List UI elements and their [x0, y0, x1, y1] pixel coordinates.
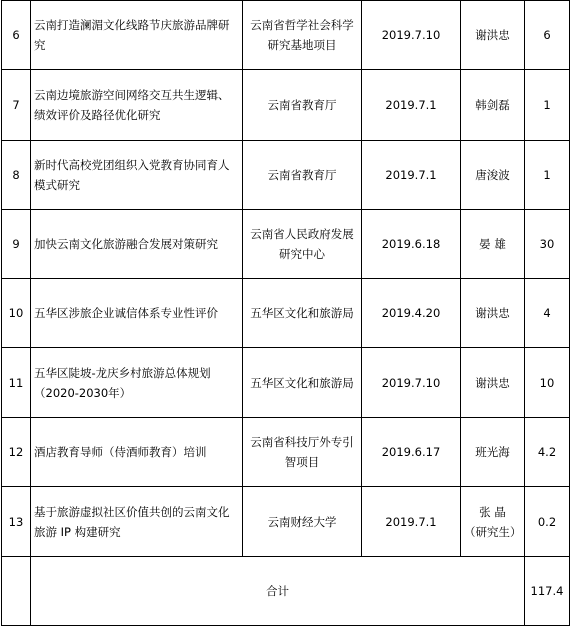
project-title: 基于旅游虚拟社区价值共创的云南文化旅游 IP 构建研究	[31, 487, 243, 557]
project-source	[243, 348, 362, 418]
project-title: 云南边境旅游空间网络交互共生逻辑、绩效评价及路径优化研究	[31, 70, 243, 141]
row-number: 12	[2, 418, 31, 487]
table-row	[2, 1, 570, 70]
table-row	[2, 418, 570, 487]
project-title: 酒店教育导师（侍酒师教育）培训	[31, 418, 243, 487]
project-title: 新时代高校党团组织入党教育协同育人模式研究	[31, 141, 243, 210]
principal-investigator: 唐浚波	[461, 141, 525, 210]
total-row	[2, 557, 570, 626]
total-label: 合计	[31, 557, 525, 626]
source-line: 研究中心	[279, 247, 325, 261]
row-number: 9	[2, 210, 31, 279]
approval-date: 2019.7.1	[362, 141, 461, 210]
project-source	[243, 487, 362, 557]
row-number: 13	[2, 487, 31, 557]
row-number: 10	[2, 279, 31, 348]
source-line: 云南省教育厅	[267, 98, 337, 112]
approval-date: 2019.6.18	[362, 210, 461, 279]
row-number: 8	[2, 141, 31, 210]
funding-amount: 1	[525, 141, 570, 210]
person-line: 张 晶	[479, 504, 506, 519]
project-source	[243, 70, 362, 141]
source-line: 云南省人民政府发展	[250, 227, 354, 241]
funding-amount: 10	[525, 348, 570, 418]
funding-amount: 30	[525, 210, 570, 279]
principal-investigator: 晏 雄	[461, 210, 525, 279]
table-row	[2, 348, 570, 418]
source-line: 智项目	[284, 455, 320, 469]
funding-amount: 4.2	[525, 418, 570, 487]
total-amount: 117.4	[525, 557, 570, 626]
project-source	[243, 210, 362, 279]
approval-date: 2019.7.10	[362, 1, 461, 70]
source-line: 云南财经大学	[267, 514, 337, 529]
principal-investigator	[461, 487, 525, 557]
approval-date: 2019.7.10	[362, 348, 461, 418]
funding-amount: 0.2	[525, 487, 570, 557]
approval-date: 2019.6.17	[362, 418, 461, 487]
source-line: 五华区文化和旅游局	[250, 306, 354, 320]
approval-date: 2019.4.20	[362, 279, 461, 348]
row-number: 11	[2, 348, 31, 418]
table-row	[2, 210, 570, 279]
table-row	[2, 141, 570, 210]
project-title: 五华区涉旅企业诚信体系专业性评价	[31, 279, 243, 348]
table-row	[2, 279, 570, 348]
principal-investigator: 谢洪忠	[461, 1, 525, 70]
approval-date: 2019.7.1	[362, 70, 461, 141]
principal-investigator: 谢洪忠	[461, 348, 525, 418]
principal-investigator: 谢洪忠	[461, 279, 525, 348]
funding-amount: 4	[525, 279, 570, 348]
project-source	[243, 1, 362, 70]
total-empty-cell	[2, 557, 31, 626]
project-source	[243, 141, 362, 210]
principal-investigator: 班光海	[461, 418, 525, 487]
project-title: 加快云南文化旅游融合发展对策研究	[31, 210, 243, 279]
project-title: 云南打造澜湄文化线路节庆旅游品牌研究	[31, 1, 243, 70]
source-line: 研究基地项目	[267, 38, 337, 52]
source-line: 云南省哲学社会科学	[250, 18, 354, 32]
funding-amount: 1	[525, 70, 570, 141]
project-source	[243, 279, 362, 348]
table-row	[2, 70, 570, 141]
funding-amount: 6	[525, 1, 570, 70]
principal-investigator: 韩剑磊	[461, 70, 525, 141]
person-line: （研究生）	[464, 524, 522, 539]
row-number: 6	[2, 1, 31, 70]
approval-date: 2019.7.1	[362, 487, 461, 557]
project-source	[243, 418, 362, 487]
source-line: 云南省教育厅	[267, 168, 337, 182]
source-line: 云南省科技厅外专引	[250, 435, 354, 449]
row-number: 7	[2, 70, 31, 141]
project-funding-table	[1, 0, 570, 626]
project-title: 五华区陡坡-龙庆乡村旅游总体规划（2020-2030年）	[31, 348, 243, 418]
source-line: 五华区文化和旅游局	[250, 375, 354, 390]
table-row	[2, 487, 570, 557]
